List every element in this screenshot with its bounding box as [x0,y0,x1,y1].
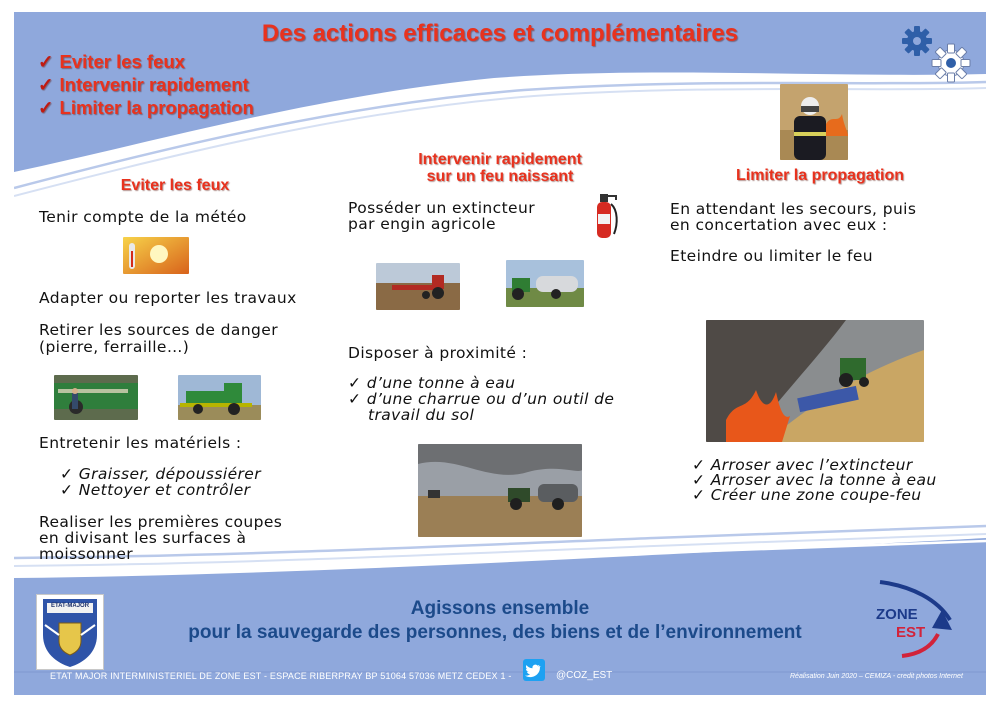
col2-bullet-charrue: ✓ d’une charrue ou d’un outil de [348,390,615,408]
goal-item: ✓ Limiter la propagation [38,97,254,118]
field-fire-tractor-photo [418,444,582,537]
check-icon: ✓ [348,390,362,408]
footer-slogan-line2: pour la sauvegarde des personnes, des biens et de l’environnement [188,622,802,643]
zone-est-word1: ZONE [876,606,918,623]
col1-text-sources-a: Retirer les sources de danger [39,321,278,339]
zone-est-logo [872,576,956,664]
col3-bullet-coupe-feu: ✓ Créer une zone coupe-feu [692,486,922,504]
col1-bullet-graisser: ✓ Graisser, dépoussiérer [60,465,261,483]
crest-label: ETAT-MAJOR [50,603,90,609]
col2-heading-line2: sur un feu naissant [426,168,574,185]
gear-icon [930,42,972,84]
col1-bullet-nettoyer: ✓ Nettoyer et contrôler [60,481,251,499]
check-icon: ✓ [692,471,706,489]
twitter-icon[interactable] [523,659,545,681]
col1-text-coupes-b: en divisant les surfaces à [39,529,247,547]
col1-heading: Eviter les feux [120,177,230,194]
check-icon: ✓ [60,481,74,499]
check-icon: ✓ [60,465,74,483]
col1-text-sources-b: (pierre, ferraille…) [39,338,190,356]
footer-credit: Réalisation Juin 2020 – CEMIZA - credit photos Internet [790,673,963,680]
col1-text-travaux: Adapter ou reporter les travaux [39,289,297,307]
col1-text-materiels: Entretenir les matériels : [39,434,242,452]
zone-est-word2: EST [896,624,926,641]
check-icon: ✓ [348,374,362,392]
wildfire-field-photo [706,320,924,442]
col3-bullet-extincteur: ✓ Arroser avec l’extincteur [692,456,913,474]
combine-harvester-photo [178,375,261,420]
page-title: Des actions efficaces et complémentaires [261,20,739,47]
fire-extinguisher-icon [590,188,620,240]
col3-heading: Limiter la propagation [735,167,904,184]
col3-text-secours-a: En attendant les secours, puis [670,200,917,218]
col1-text-coupes-a: Realiser les premières coupes [39,513,283,531]
col2-heading-line1: Intervenir rapidement [418,151,582,168]
col2-text-extincteur-a: Posséder un extincteur [348,199,535,217]
col1-text-meteo: Tenir compte de la météo [39,208,247,226]
footer-address: ETAT MAJOR INTERMINISTERIEL DE ZONE EST - ESPACE RIBERPRAY BP 51064 57036 METZ CEDEX 1 - [50,671,512,681]
tractor-plough-photo [376,263,460,310]
heat-thermometer-photo [123,237,189,274]
check-icon: ✓ [692,486,706,504]
col2-bullet-charrue-line2: travail du sol [368,406,475,424]
tractor-water-tank-photo [506,260,584,307]
goal-item: ✓ Eviter les feux [38,51,185,72]
col2-text-proximite: Disposer à proximité : [348,344,528,362]
footer-slogan-line1: Agissons ensemble [410,598,590,619]
machine-maintenance-photo [54,375,138,420]
col2-text-extincteur-b: par engin agricole [348,215,496,233]
check-icon: ✓ [692,456,706,474]
col2-bullet-tonne: ✓ d’une tonne à eau [348,374,516,392]
col3-text-eteindre: Eteindre ou limiter le feu [670,247,874,265]
twitter-handle-link[interactable]: @COZ_EST [556,670,613,681]
goal-item: ✓ Intervenir rapidement [38,74,249,95]
goals-list [38,50,254,119]
col1-text-coupes-c: moissonner [39,545,134,563]
gear-icon [900,24,934,58]
firefighter-photo [780,84,848,160]
col3-bullet-tonne: ✓ Arroser avec la tonne à eau [692,471,937,489]
col3-text-secours-b: en concertation avec eux : [670,216,888,234]
